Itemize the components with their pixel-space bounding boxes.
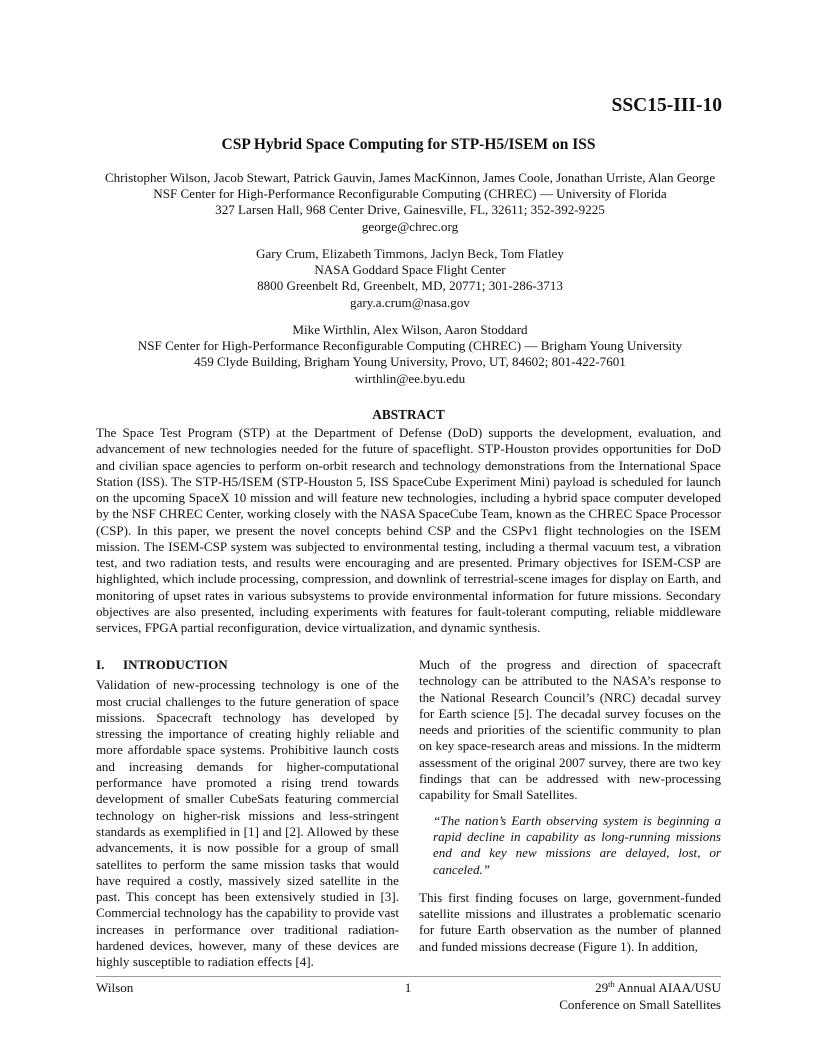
author-email: wirthlin@ee.byu.edu bbox=[354, 370, 466, 386]
author-affiliation: NASA Goddard Space Flight Center bbox=[314, 262, 506, 278]
page-number: 1 bbox=[404, 980, 412, 995]
footer-author: Wilson bbox=[96, 980, 134, 995]
section-title: INTRODUCTION bbox=[123, 657, 228, 672]
author-email: george@chrec.org bbox=[361, 218, 459, 234]
left-column bbox=[96, 657, 399, 971]
conference-line-1: Annual AIAA/USU bbox=[614, 980, 721, 995]
footer-divider bbox=[96, 976, 721, 977]
paper-title: CSP Hybrid Space Computing for STP-H5/ISEM on ISS bbox=[221, 136, 596, 153]
abstract-body: The Space Test Program (STP) at the Department of Defense (DoD) supports the development, evaluation, and advancement of new technologies needed for the future of spaceflight. STP-Houston provides opportunities for DoD and civilian space agencies to perform on-orbit research and technology demonstrations from the International Space Station (ISS). The STP-H5/ISEM (STP-Houston 5, ISS SpaceCube Experiment Mini) payload is scheduled for launch on the upcoming SpaceX 10 mission and will feature new technologies, including a hybrid space computer developed by the NSF CHREC Center, working closely with the NASA SpaceCube Team, known as the CHREC Space Processor (CSP). In this paper, we present the novel concepts behind CSP and the CSPv1 flight technologies on the ISEM mission. The ISEM-CSP system was subjected to environmental testing, including a thermal vacuum test, a vibration test, and two radiation tests, and results were encouraging and are presented. Primary objectives for ISEM-CSP are highlighted, which include processing, compression, and downlink of terrestrial-scene images for display on Earth, and monitoring of upset rates in various subsystems to provide environmental information for future missions. Secondary objectives are also presented, including experiments with features for fault-tolerant computing, reliable middleware services, FPGA partial reconfiguration, device virtualization, and dynamic synthesis. bbox=[96, 425, 721, 635]
author-group-byu bbox=[90, 322, 730, 387]
block-quote: “The nation’s Earth observing system is beginning a rapid decline in capability as long-running missions end and key new missions are delayed, lost, or canceled.” bbox=[433, 812, 721, 877]
author-group-uf bbox=[90, 170, 730, 235]
section-heading-introduction bbox=[96, 657, 399, 673]
abstract-heading: ABSTRACT bbox=[372, 407, 445, 422]
author-names: Mike Wirthlin, Alex Wilson, Aaron Stoddard bbox=[292, 322, 528, 337]
author-affiliation: NSF Center for High-Performance Reconfigurable Computing (CHREC) — Brigham Young University bbox=[137, 338, 683, 354]
author-address: 8800 Greenbelt Rd, Greenbelt, MD, 20771; 301-286-3713 bbox=[257, 278, 563, 294]
right-column bbox=[419, 657, 721, 955]
author-names: Christopher Wilson, Jacob Stewart, Patrick Gauvin, James MacKinnon, James Coole, Jonathan Urriste, Alan George bbox=[104, 170, 716, 185]
author-email: gary.a.crum@nasa.gov bbox=[350, 294, 470, 310]
section-number: I. bbox=[96, 657, 105, 672]
conference-ordinal: 29 bbox=[595, 980, 609, 995]
author-address: 459 Clyde Building, Brigham Young University, Provo, UT, 84602; 801-422-7601 bbox=[194, 354, 626, 370]
author-group-nasa bbox=[90, 246, 730, 311]
paper-code: SSC15-III-10 bbox=[611, 95, 722, 116]
author-address: 327 Larsen Hall, 968 Center Drive, Gainesville, FL, 32611; 352-392-9225 bbox=[215, 202, 605, 218]
intro-paragraph-2: Much of the progress and direction of spacecraft technology can be attributed to the NASA’s response to the National Research Council’s (NRC) decadal survey for Earth science [5]. The decadal survey focuses on the needs and priorities of the scientific community to plan on key space-research areas and missions. In the midterm assessment of the original 2007 survey, there are two key findings that can be addressed with new-processing capability for Small Satellites. bbox=[419, 657, 721, 803]
intro-paragraph-1: Validation of new-processing technology is one of the most crucial challenges to the future generation of space missions. Spacecraft technology has developed by stressing the importance of creating highly reliable and more affordable space systems. Prohibitive launch costs and increasing demands for higher-computational performance have promoted a rising trend towards development of smaller CubeSats featuring commercial technology on higher-risk missions and less-stringent standards as exemplified in [1] and [2]. Allowed by these advancements, it is now possible for a group of small satellites to perform the same mission tasks that would have required a costly, massively sized satellite in the past. This concept has been extensively studied in [3]. Commercial technology has the capability to provide vast increases in performance over traditional radiation-hardened devices, however, many of these devices are highly susceptible to radiation effects [4]. bbox=[96, 677, 399, 970]
footer-conference bbox=[559, 980, 721, 1013]
author-names: Gary Crum, Elizabeth Timmons, Jaclyn Beck, Tom Flatley bbox=[256, 246, 564, 261]
intro-paragraph-3: This first finding focuses on large, government-funded satellite missions and illustrates a problematic scenario for future Earth observation as the number of planned and funded missions decrease (Figure 1). In addition, bbox=[419, 889, 721, 954]
author-affiliation: NSF Center for High-Performance Reconfigurable Computing (CHREC) — University of Florida bbox=[153, 186, 667, 202]
conference-line-2: Conference on Small Satellites bbox=[559, 996, 721, 1012]
conference-ordinal-suffix: th bbox=[608, 979, 615, 989]
